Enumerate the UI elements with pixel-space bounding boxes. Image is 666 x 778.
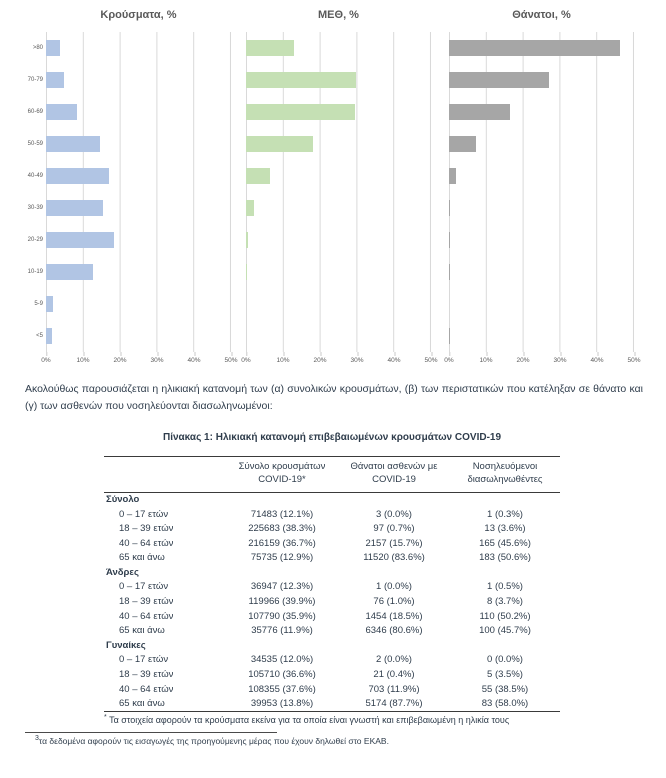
x-axis-deaths bbox=[444, 352, 641, 368]
table-section-label: Άνδρες bbox=[106, 566, 139, 578]
age-category-label: 20-29 bbox=[27, 237, 43, 243]
value-cell: 105710 (36.6%) bbox=[248, 669, 316, 681]
value-cell: 703 (11.9%) bbox=[368, 683, 420, 695]
x-axis-tick-label: 30% bbox=[350, 357, 364, 364]
bar-row bbox=[449, 160, 633, 192]
value-cell: 1 (0.0%) bbox=[376, 581, 412, 593]
bar bbox=[449, 168, 456, 184]
table-footnote-text: Τα στοιχεία αφορούν τα κρούσματα εκείνα για τα οποία είναι γνωστή και επιβεβαιωμένη η ηλικία τους bbox=[109, 714, 510, 725]
age-group-cell: 65 και άνω bbox=[119, 552, 165, 564]
table-section-label: Γυναίκες bbox=[106, 639, 146, 651]
value-cell: 1 (0.3%) bbox=[487, 508, 523, 520]
bar bbox=[46, 136, 100, 152]
x-axis-cases bbox=[41, 352, 238, 368]
bar-row bbox=[449, 128, 633, 160]
x-axis-tick-label: 20% bbox=[113, 357, 127, 364]
table-block bbox=[104, 432, 560, 725]
value-cell: 183 (50.6%) bbox=[479, 552, 531, 564]
value-cell: 75735 (12.9%) bbox=[250, 552, 314, 564]
table-row bbox=[104, 536, 560, 551]
table-row bbox=[104, 521, 560, 536]
footnote-number: 3 bbox=[35, 734, 39, 742]
bar-row bbox=[246, 256, 430, 288]
page-footnote bbox=[35, 736, 666, 746]
value-cell: 13 (3.6%) bbox=[484, 523, 526, 535]
value-cell: 11520 (83.6%) bbox=[363, 552, 425, 564]
value-cell: 119966 (39.9%) bbox=[248, 596, 316, 608]
bar bbox=[246, 136, 313, 152]
table-row bbox=[104, 580, 560, 595]
age-category-labels bbox=[28, 32, 46, 368]
bar bbox=[46, 296, 53, 312]
bar bbox=[246, 264, 247, 280]
bar bbox=[449, 72, 549, 88]
bar-row bbox=[449, 224, 633, 256]
x-axis-tick-label: 50% bbox=[424, 357, 438, 364]
age-category-label: 70-79 bbox=[27, 77, 43, 83]
bar-row bbox=[246, 224, 430, 256]
value-cell: 76 (1.0%) bbox=[373, 596, 415, 608]
table-footnote bbox=[104, 715, 560, 725]
table-row bbox=[104, 551, 560, 566]
age-category-label: 50-59 bbox=[27, 141, 43, 147]
bar bbox=[46, 328, 52, 344]
bar bbox=[246, 72, 356, 88]
x-axis-tick-label: 0% bbox=[41, 357, 51, 364]
bar bbox=[449, 40, 620, 56]
age-category-label: <5 bbox=[36, 333, 43, 339]
age-group-cell: 65 και άνω bbox=[119, 625, 165, 637]
x-axis-tick-label: 40% bbox=[590, 357, 604, 364]
age-group-cell: 40 – 64 ετών bbox=[119, 610, 174, 622]
age-group-cell: 18 – 39 ετών bbox=[119, 596, 174, 608]
header-deaths: Θάνατοι ασθενών με COVID-19 bbox=[338, 457, 450, 493]
table-section-row bbox=[104, 638, 560, 653]
bar-row bbox=[449, 96, 633, 128]
table-row bbox=[104, 682, 560, 697]
table-row bbox=[104, 696, 560, 711]
age-group-cell: 0 – 17 ετών bbox=[119, 508, 169, 520]
value-cell: 34535 (12.0%) bbox=[250, 654, 314, 666]
age-group-cell: 65 και άνω bbox=[119, 697, 165, 709]
bar-row bbox=[246, 192, 430, 224]
bar bbox=[449, 232, 450, 248]
value-cell: 5174 (87.7%) bbox=[365, 697, 423, 709]
value-cell: 100 (45.7%) bbox=[479, 625, 531, 637]
value-cell: 108355 (37.6%) bbox=[248, 683, 316, 695]
x-axis-tick-label: 30% bbox=[150, 357, 164, 364]
bar bbox=[46, 104, 77, 120]
bar bbox=[246, 168, 270, 184]
table-title: Πίνακας 1: Ηλικιακή κατανομή επιβεβαιωμένων κρουσμάτων COVID-19 bbox=[162, 432, 502, 443]
age-group-cell: 18 – 39 ετών bbox=[119, 669, 174, 681]
table-row bbox=[104, 609, 560, 624]
x-axis-tick-label: 50% bbox=[627, 357, 641, 364]
value-cell: 0 (0.0%) bbox=[487, 654, 523, 666]
age-group-cell: 0 – 17 ετών bbox=[119, 654, 169, 666]
bar-row bbox=[246, 32, 430, 64]
x-axis-tick-label: 30% bbox=[553, 357, 567, 364]
value-cell: 97 (0.7%) bbox=[373, 523, 415, 535]
age-category-label: 10-19 bbox=[27, 269, 43, 275]
bar bbox=[449, 328, 450, 344]
bar-row bbox=[46, 320, 230, 352]
bar bbox=[46, 168, 109, 184]
value-cell: 21 (0.4%) bbox=[373, 669, 415, 681]
header-empty bbox=[104, 457, 226, 493]
x-axis-tick-label: 0% bbox=[444, 357, 454, 364]
value-cell: 1 (0.5%) bbox=[487, 581, 523, 593]
table-section-row bbox=[104, 492, 560, 507]
bar bbox=[46, 232, 114, 248]
age-distribution-table bbox=[104, 456, 560, 712]
value-cell: 216159 (36.7%) bbox=[248, 537, 316, 549]
x-axis-tick-label: 10% bbox=[276, 357, 290, 364]
x-axis-tick-label: 40% bbox=[387, 357, 401, 364]
bar-row bbox=[449, 32, 633, 64]
value-cell: 83 (58.0%) bbox=[481, 697, 529, 709]
value-cell: 35776 (11.9%) bbox=[251, 625, 313, 637]
bar-row bbox=[46, 96, 230, 128]
bar-plot-icu bbox=[246, 32, 431, 352]
footnote-separator bbox=[25, 732, 277, 733]
table-header-row bbox=[104, 457, 560, 493]
bar-row bbox=[46, 32, 230, 64]
bar bbox=[449, 264, 450, 280]
bar-row bbox=[46, 128, 230, 160]
value-cell: 2 (0.0%) bbox=[376, 654, 412, 666]
age-category-label: 40-49 bbox=[27, 173, 43, 179]
value-cell: 107790 (35.9%) bbox=[248, 610, 316, 622]
bar-row bbox=[246, 288, 430, 320]
bar bbox=[449, 136, 476, 152]
value-cell: 165 (45.6%) bbox=[479, 537, 531, 549]
age-distribution-charts bbox=[0, 0, 666, 368]
intro-paragraph: Ακολούθως παρουσιάζεται η ηλικιακή κατανομή των (α) συνολικών κρουσμάτων, (β) των περιστατικών που κατέληξαν σε θάνατο και (γ) των ασθενών που νοσηλεύονται διασωληνωμένοι: bbox=[25, 383, 643, 412]
bar-row bbox=[246, 160, 430, 192]
chart-icu bbox=[241, 6, 438, 368]
x-axis-tick-label: 20% bbox=[313, 357, 327, 364]
bar bbox=[46, 40, 60, 56]
bar bbox=[46, 72, 64, 88]
value-cell: 3 (0.0%) bbox=[376, 508, 412, 520]
table-row bbox=[104, 653, 560, 668]
bar bbox=[46, 200, 103, 216]
age-category-label: 60-69 bbox=[27, 109, 43, 115]
bar bbox=[246, 40, 294, 56]
value-cell: 225683 (38.3%) bbox=[248, 523, 316, 535]
table-row bbox=[104, 623, 560, 638]
bar-row bbox=[46, 192, 230, 224]
x-axis-tick-label: 10% bbox=[76, 357, 90, 364]
value-cell: 8 (3.7%) bbox=[487, 596, 523, 608]
bar-row bbox=[246, 128, 430, 160]
age-group-cell: 18 – 39 ετών bbox=[119, 523, 174, 535]
chart-deaths bbox=[444, 6, 641, 368]
value-cell: 39953 (13.8%) bbox=[250, 697, 314, 709]
bar bbox=[449, 200, 450, 216]
bar-plot-cases bbox=[46, 32, 231, 352]
bar-row bbox=[449, 256, 633, 288]
x-axis-tick-label: 40% bbox=[187, 357, 201, 364]
value-cell: 71483 (12.1%) bbox=[250, 508, 314, 520]
bar-row bbox=[46, 64, 230, 96]
age-category-label: 5-9 bbox=[34, 301, 43, 307]
bar-row bbox=[449, 64, 633, 96]
age-group-cell: 0 – 17 ετών bbox=[119, 581, 169, 593]
bar bbox=[246, 200, 254, 216]
chart-title-icu: ΜΕΘ, % bbox=[318, 9, 359, 21]
bar-row bbox=[46, 256, 230, 288]
bar-row bbox=[246, 320, 430, 352]
bar-row bbox=[46, 288, 230, 320]
bar-row bbox=[246, 96, 430, 128]
table-row bbox=[104, 507, 560, 522]
age-category-label: >80 bbox=[32, 45, 43, 51]
table-section-label: Σύνολο bbox=[106, 494, 140, 506]
age-group-cell: 40 – 64 ετών bbox=[119, 683, 174, 695]
table-section-row bbox=[104, 565, 560, 580]
bar-row bbox=[246, 64, 430, 96]
bar-row bbox=[46, 160, 230, 192]
bar bbox=[246, 104, 355, 120]
x-axis-tick-label: 0% bbox=[241, 357, 251, 364]
bar-row bbox=[449, 192, 633, 224]
value-cell: 2157 (15.7%) bbox=[365, 537, 423, 549]
value-cell: 55 (38.5%) bbox=[481, 683, 529, 695]
page-footnote-text: τα δεδομένα αφορούν τις εισαγωγές της προηγούμενης μέρας που έχουν δηλωθεί στο ΕΚΑΒ. bbox=[38, 735, 389, 746]
footnote-asterisk: * bbox=[104, 713, 107, 721]
bar bbox=[449, 104, 510, 120]
value-cell: 36947 (12.3%) bbox=[250, 581, 314, 593]
x-axis-tick-label: 20% bbox=[516, 357, 530, 364]
chart-title-cases: Κρούσματα, % bbox=[100, 9, 177, 21]
age-group-cell: 40 – 64 ετών bbox=[119, 537, 174, 549]
bar bbox=[246, 232, 248, 248]
x-axis-icu bbox=[241, 352, 438, 368]
table-row bbox=[104, 594, 560, 609]
value-cell: 110 (50.2%) bbox=[479, 610, 531, 622]
x-axis-tick-label: 50% bbox=[224, 357, 238, 364]
value-cell: 5 (3.5%) bbox=[487, 669, 523, 681]
bar-row bbox=[449, 320, 633, 352]
header-intubated: Νοσηλευόμενοι διασωληνωθέντες bbox=[450, 457, 560, 493]
header-total-cases: Σύνολο κρουσμάτων COVID-19* bbox=[226, 457, 338, 493]
bar-row bbox=[449, 288, 633, 320]
bar-plot-deaths bbox=[449, 32, 634, 352]
x-axis-tick-label: 10% bbox=[479, 357, 493, 364]
chart-cases bbox=[41, 6, 238, 368]
age-category-label: 30-39 bbox=[27, 205, 43, 211]
value-cell: 1454 (18.5%) bbox=[365, 610, 423, 622]
bar bbox=[46, 264, 93, 280]
bar-row bbox=[46, 224, 230, 256]
table-row bbox=[104, 667, 560, 682]
chart-title-deaths: Θάνατοι, % bbox=[512, 9, 571, 21]
value-cell: 6346 (80.6%) bbox=[365, 625, 423, 637]
